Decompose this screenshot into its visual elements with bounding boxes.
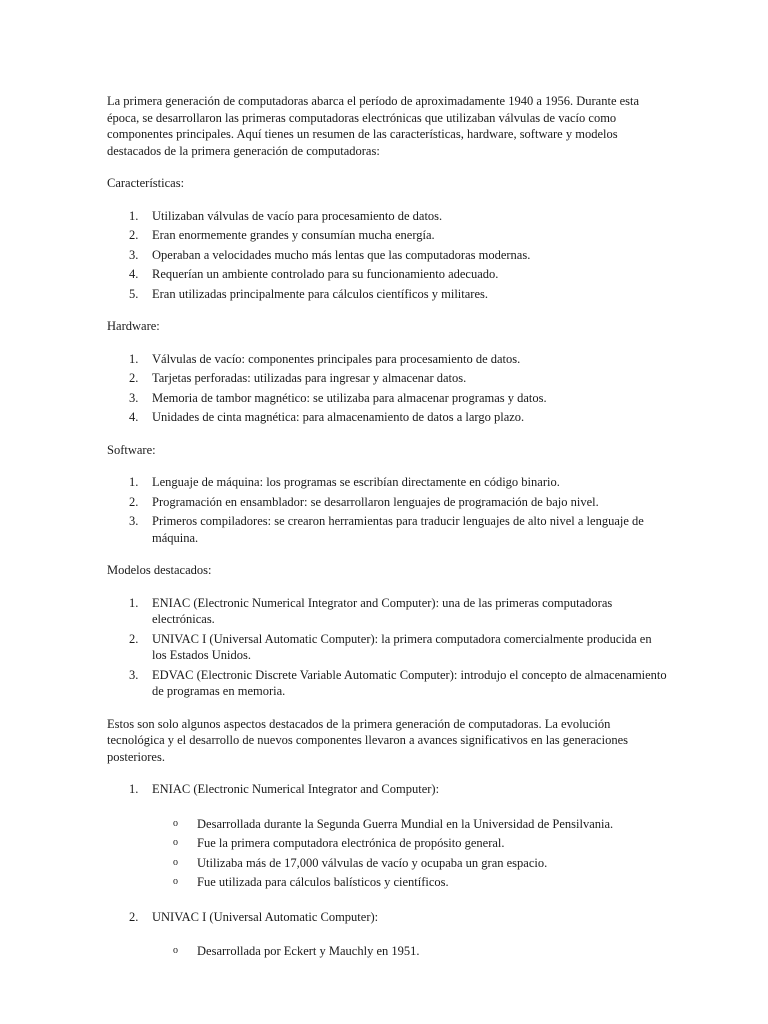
sublist-item	[107, 874, 667, 891]
list-item	[107, 667, 667, 700]
software-heading: Software:	[107, 442, 156, 457]
list-item-text: ENIAC (Electronic Numerical Integrator and Computer): una de las primeras computadoras electrónicas.	[152, 595, 613, 626]
list-item	[107, 266, 667, 283]
sublist-item	[107, 855, 667, 872]
document-page	[107, 93, 667, 978]
list-item	[107, 631, 667, 664]
list-item	[107, 595, 667, 628]
sublist-item-text: Fue la primera computadora electrónica de propósito general.	[197, 836, 505, 850]
list-item-text: Lenguaje de máquina: los programas se escribían directamente en código binario.	[152, 475, 560, 489]
modelos-list	[107, 595, 667, 700]
detail-title	[107, 909, 667, 926]
list-item	[107, 390, 667, 407]
sublist-item	[107, 816, 667, 833]
hollow-bullet-icon: o	[173, 856, 178, 868]
hardware-list	[107, 351, 667, 426]
list-item	[107, 370, 667, 387]
sublist-item-text: Desarrollada por Eckert y Mauchly en 1951.	[197, 944, 420, 958]
list-number: 4.	[129, 410, 139, 424]
hardware-heading: Hardware:	[107, 319, 160, 333]
list-item-text: Primeros compiladores: se crearon herramientas para traducir lenguajes de alto nivel a lenguaje de máquina.	[152, 514, 644, 545]
list-item-text: Programación en ensamblador: se desarrollaron lenguajes de programación de bajo nivel.	[152, 494, 599, 509]
sublist-item	[107, 835, 667, 852]
list-item-text: Memoria de tambor magnético: se utilizaba para almacenar programas y datos.	[152, 390, 547, 405]
list-item-text: Utilizaban válvulas de vacío para procesamiento de datos.	[152, 208, 443, 223]
list-item	[107, 208, 667, 225]
list-item-text: EDVAC (Electronic Discrete Variable Automatic Computer): introdujo el concepto de almacenamiento de programas en memoria.	[152, 667, 667, 698]
list-number: 3.	[129, 247, 139, 262]
list-number: 2.	[129, 228, 139, 242]
list-item-text: Unidades de cinta magnética: para almacenamiento de datos a largo plazo.	[152, 410, 525, 424]
caracteristicas-heading: Características:	[107, 176, 185, 190]
detail-sublist	[107, 816, 667, 891]
list-item	[107, 474, 667, 491]
list-item	[107, 227, 667, 244]
list-item	[107, 494, 667, 511]
list-item-text: Requerían un ambiente controlado para su funcionamiento adecuado.	[152, 267, 499, 281]
sublist-item-text: Desarrollada durante la Segunda Guerra Mundial en la Universidad de Pensilvania.	[197, 816, 614, 831]
closing-paragraph: Estos son solo algunos aspectos destacados de la primera generación de computadoras. La evolución tecnológica y el desarrollo de nuevos componentes llevaron a avances significativos en las generaciones posteriores.	[107, 716, 628, 764]
list-number: 2.	[129, 631, 139, 646]
software-list	[107, 474, 667, 546]
list-item-text: UNIVAC I (Universal Automatic Computer): la primera computadora comercialmente producida en los Estados Unidos.	[152, 631, 652, 662]
hollow-bullet-icon: o	[173, 945, 178, 956]
hollow-bullet-icon: o	[173, 837, 178, 848]
detail-title	[107, 781, 667, 798]
intro-paragraph: La primera generación de computadoras abarca el período de aproximadamente 1940 a 1956. Durante esta época, se desarrollaron las primeras computadoras electrónicas que utilizaban válvulas de vacío como componentes principales. Aquí tienes un resumen de las características, hardware, software y modelos destacados de la primera generación de computadoras:	[107, 94, 640, 158]
list-number: 1.	[129, 208, 139, 223]
detail-sublist	[107, 943, 667, 960]
list-number: 5.	[129, 286, 139, 301]
hollow-bullet-icon: o	[173, 817, 178, 829]
list-number: 2.	[129, 371, 139, 385]
univac-detail	[107, 909, 667, 960]
list-number: 4.	[129, 267, 139, 281]
list-number: 3.	[129, 514, 139, 528]
list-number: 3.	[129, 390, 139, 405]
list-item-text: Tarjetas perforadas: utilizadas para ingresar y almacenar datos.	[152, 371, 467, 385]
list-number: 1.	[129, 351, 139, 366]
list-number: 2.	[129, 909, 139, 924]
list-item	[107, 247, 667, 264]
sublist-item	[107, 943, 667, 960]
list-number: 1.	[129, 782, 139, 796]
list-item-text: Operaban a velocidades mucho más lentas que las computadoras modernas.	[152, 247, 531, 262]
detail-title-text: ENIAC (Electronic Numerical Integrator and Computer):	[152, 782, 440, 796]
detail-title-text: UNIVAC I (Universal Automatic Computer):	[152, 909, 379, 924]
sublist-item-text: Fue utilizada para cálculos balísticos y científicos.	[197, 875, 449, 889]
list-number: 2.	[129, 494, 139, 509]
list-number: 3.	[129, 667, 139, 682]
list-number: 1.	[129, 595, 139, 610]
list-item	[107, 409, 667, 426]
list-item	[107, 351, 667, 368]
list-item-text: Eran enormemente grandes y consumían mucha energía.	[152, 228, 435, 242]
list-item-text: Eran utilizadas principalmente para cálculos científicos y militares.	[152, 286, 488, 301]
list-item	[107, 513, 667, 546]
list-item-text: Válvulas de vacío: componentes principales para procesamiento de datos.	[152, 351, 521, 366]
list-item	[107, 286, 667, 303]
hollow-bullet-icon: o	[173, 876, 178, 887]
modelos-heading: Modelos destacados:	[107, 563, 212, 577]
caracteristicas-list	[107, 208, 667, 303]
eniac-detail	[107, 781, 667, 891]
list-number: 1.	[129, 475, 139, 489]
sublist-item-text: Utilizaba más de 17,000 válvulas de vacío y ocupaba un gran espacio.	[197, 855, 548, 870]
